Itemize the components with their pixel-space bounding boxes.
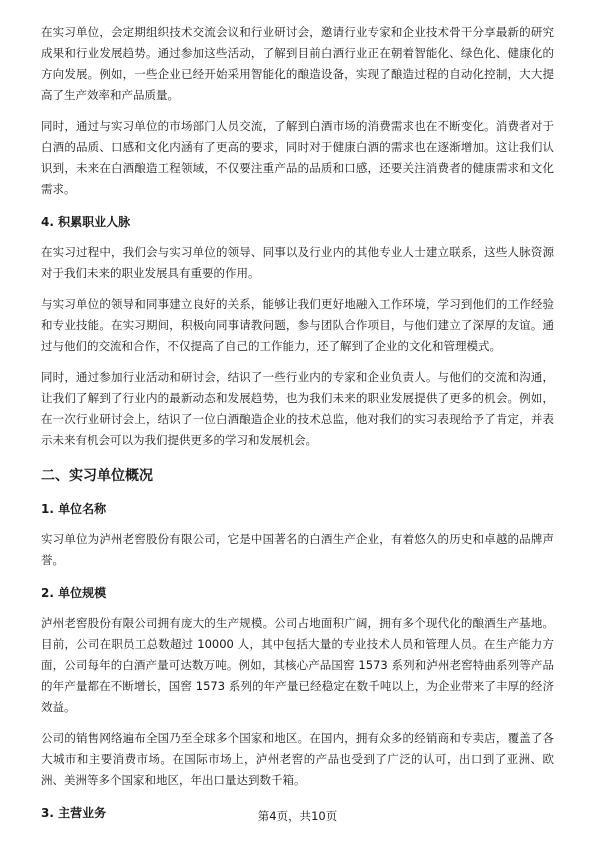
- heading-company-scale: 2. 单位规模: [41, 586, 107, 600]
- heading-company-overview: 二、实习单位概况: [41, 468, 153, 484]
- paragraph-market-demand: 同时，通过与实习单位的市场部门人员交流，了解到白酒市场的消费需求也在不断变化。消费者对于白酒的品质、口感和文化内涵有了更高的要求，同时对于健康白酒的需求也在逐渐增加。这让我们认识到，未来在白酒酿造工程领域，不仅要注重产品的品质和口感，还要关注消费者的健康需求和文化需求。: [41, 119, 554, 196]
- paragraph-network-intro: 在实习过程中，我们会与实习单位的领导、同事以及行业内的其他专业人士建立联系，这些人脉资源对于我们未来的职业发展具有重要的作用。: [41, 245, 554, 280]
- heading-company-name: 1. 单位名称: [41, 502, 107, 516]
- heading-career-network: 4. 积累职业人脉: [41, 215, 131, 229]
- page-number: 第4页，共10页: [257, 809, 338, 823]
- paragraph-company-scale: 泸州老窖股份有限公司拥有庞大的生产规模。公司占地面积广阔，拥有多个现代化的酿酒生产基地。目前，公司在职员工总数超过 10000 人，其中包括大量的专业技术人员和管理人员。在生产能力方面，公司每年的白酒产量可达数万吨。例如，其核心产品国窖 1573 系列和泸州老窖特曲系列等产品的年产量都在不断增长，国窖 1573 系列的年产量已经稳定在数千吨以上，为企业带来了丰厚的经济效益。: [41, 616, 554, 714]
- paragraph-tech-exchange: 在实习单位，会定期组织技术交流会议和行业研讨会，邀请行业专家和企业技术骨干分享最新的研究成果和行业发展趋势。通过参加这些活动，了解到目前白酒行业正在朝着智能化、绿色化、健康化的方向发展。例如，一些企业已经开始采用智能化的酿造设备，实现了酿造过程的自动化控制，大大提高了生产效率和产品质量。: [41, 25, 554, 102]
- heading-main-business: 3. 主营业务: [41, 806, 107, 820]
- paragraph-company-name: 实习单位为泸州老窖股份有限公司，它是中国著名的白酒生产企业，有着悠久的历史和卓越的品牌声誉。: [41, 532, 554, 567]
- paragraph-sales-network: 公司的销售网络遍布全国乃至全球多个国家和地区。在国内，拥有众多的经销商和专卖店，覆盖了各大城市和主要消费市场。在国际市场上，泸州老窖的产品也受到了广泛的认可，出口到了亚洲、欧洲、美洲等多个国家和地区，年出口量达到数千箱。: [41, 731, 554, 787]
- paragraph-industry-events: 同时，通过参加行业活动和研讨会，结识了一些行业内的专家和企业负责人。与他们的交流和沟通，让我们了解到了行业内的最新动态和发展趋势，也为我们未来的职业发展提供了更多的机会。例如，在一次行业研讨会上，结识了一位白酒酿造企业的技术总监，他对我们的实习表现给予了肯定，并表示未来有机会可以为我们提供更多的学习和发展机会。: [41, 370, 554, 447]
- paragraph-colleagues: 与实习单位的领导和同事建立良好的关系，能够让我们更好地融入工作环境，学习到他们的工作经验和专业技能。在实习期间，积极向同事请教问题，参与团队合作项目，与他们建立了深厚的友谊。通过与他们的交流和合作，不仅提高了自己的工作能力，还了解到了企业的文化和管理模式。: [41, 297, 554, 353]
